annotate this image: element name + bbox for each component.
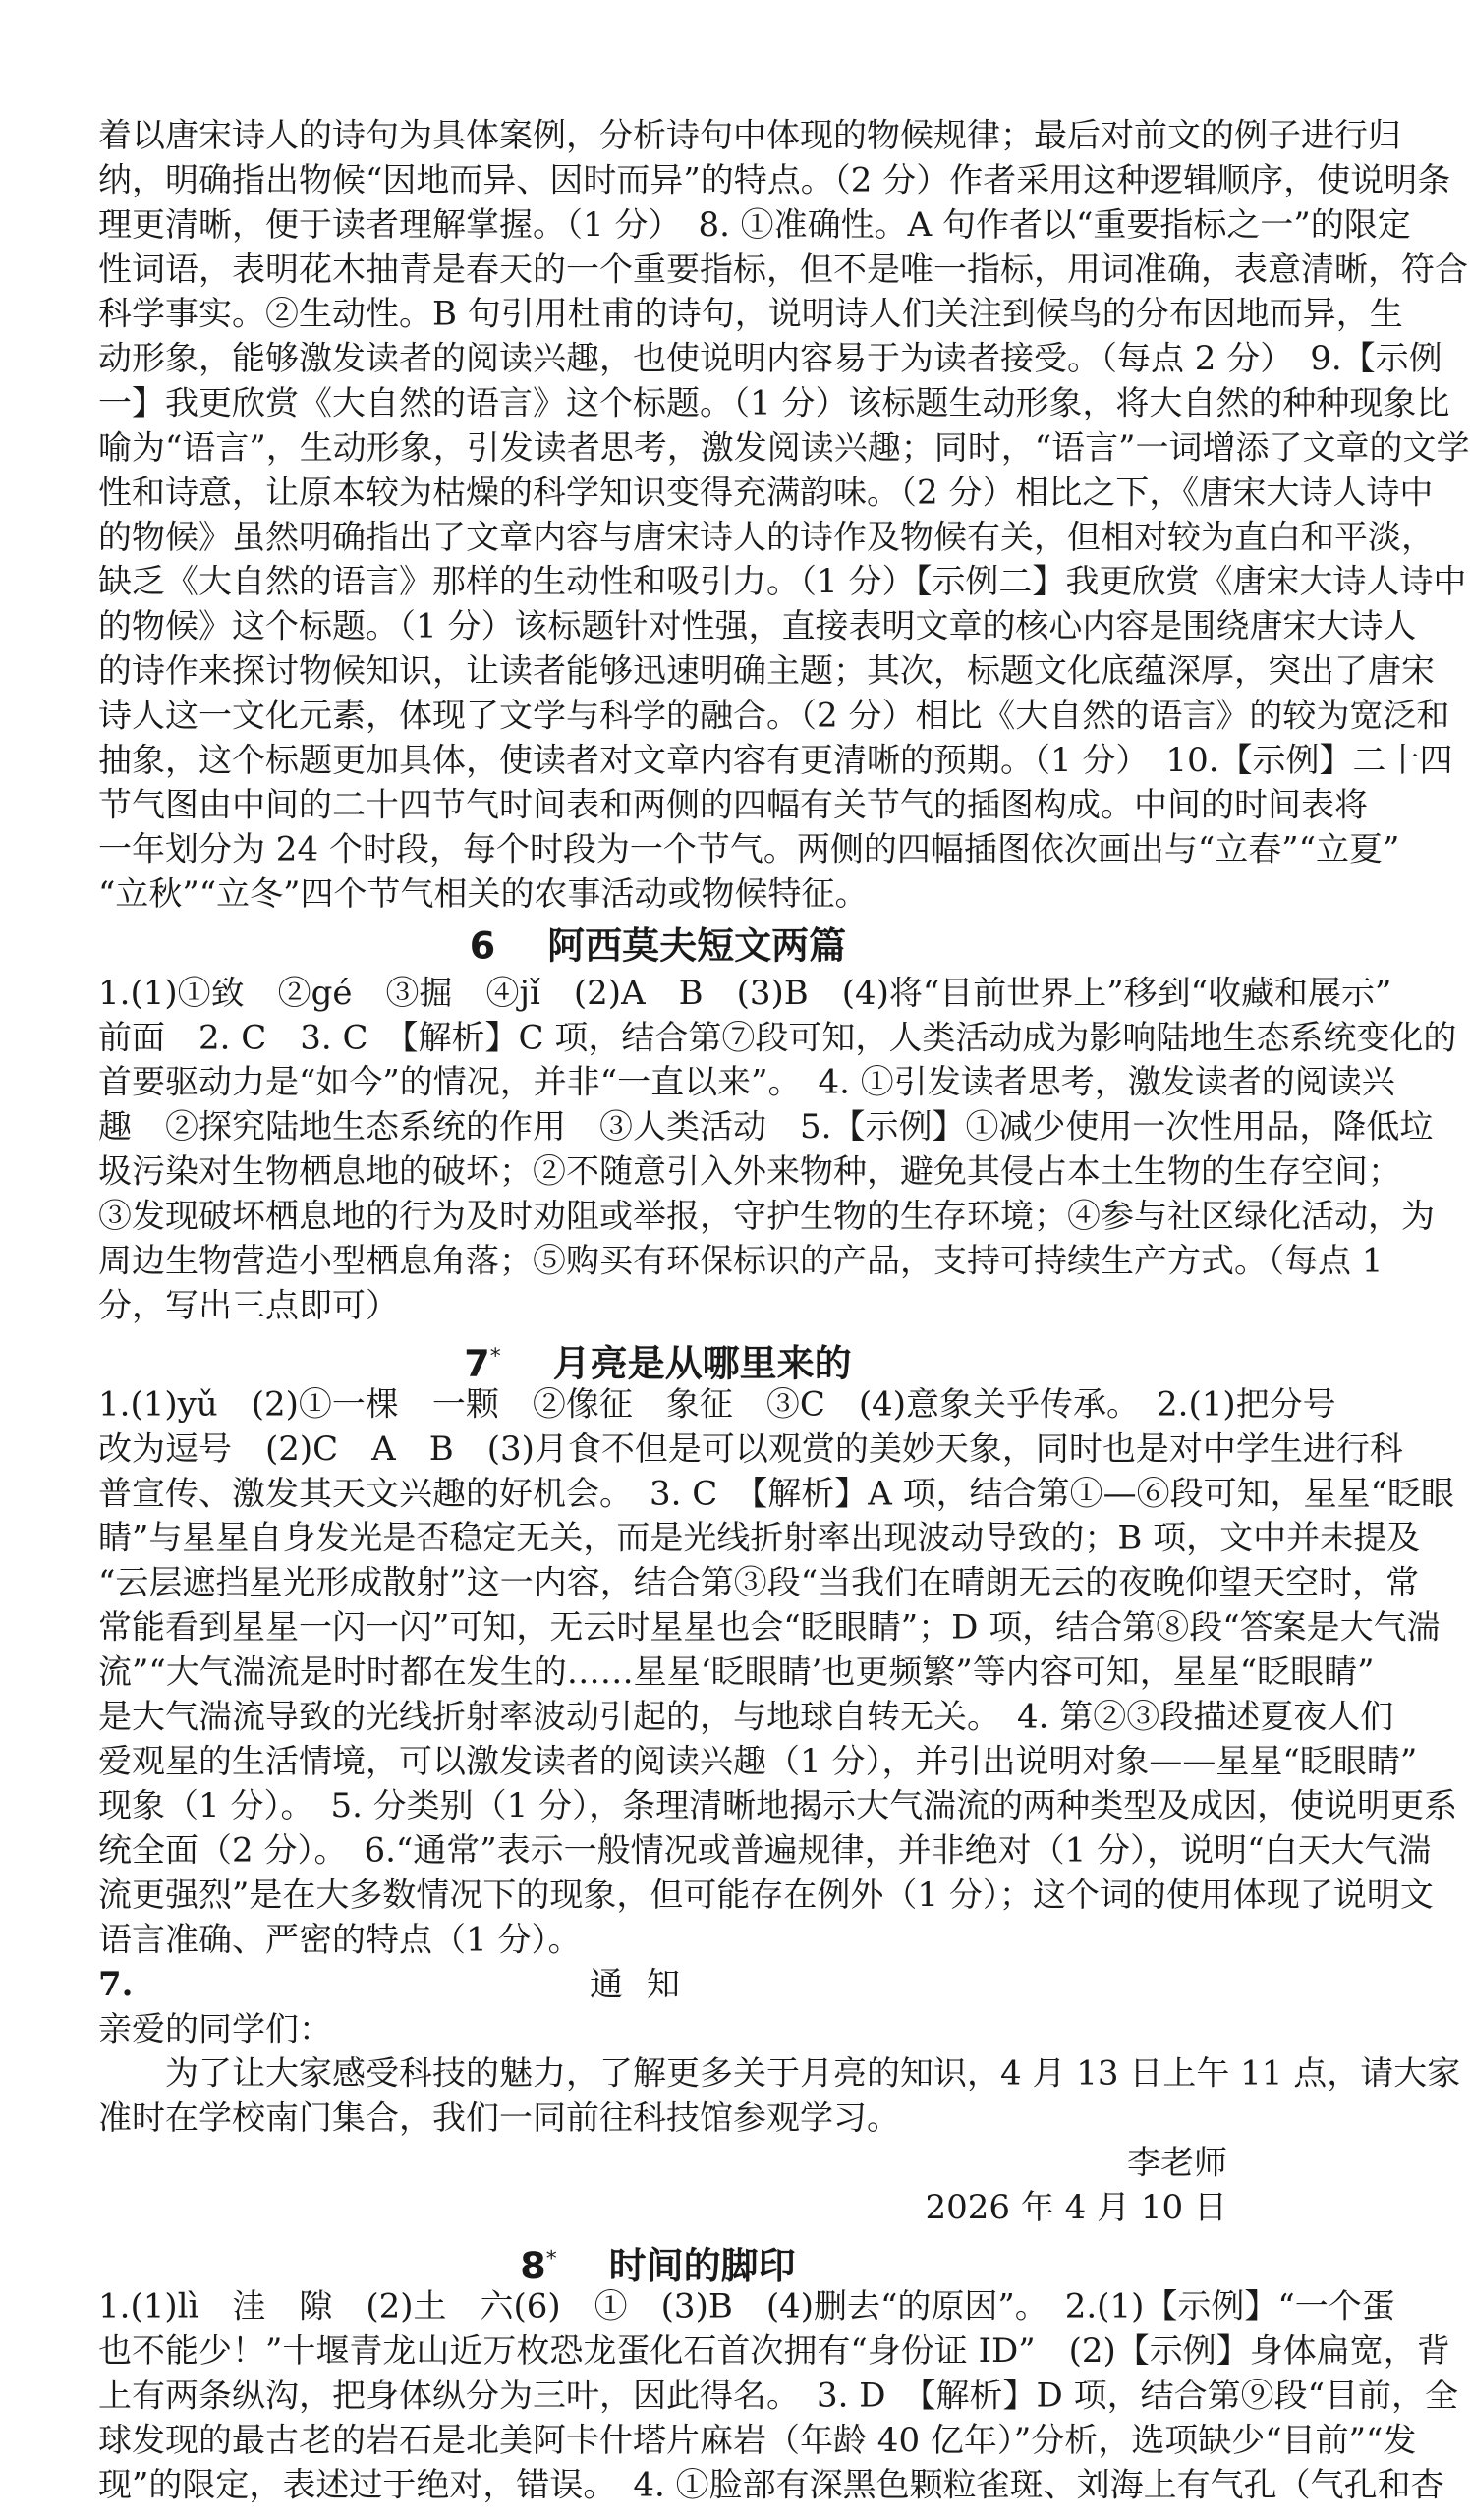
optional-mark: *: [489, 1344, 501, 1370]
text-line: 统全面（2 分）。 6.“通常”表示一般情况或普遍规律，并非绝对（1 分），说明“白天大气湍: [98, 1831, 1432, 1871]
section-number: 8: [520, 2244, 546, 2287]
text-line: “立秋”“立冬”四个节气相关的农事活动或物候特征。: [98, 874, 869, 915]
notice-body-line: 为了让大家感受科技的魅力，了解更多关于月亮的知识，4 月 13 日上午 11 点，请大家: [165, 2054, 1461, 2094]
notice-number: 7.: [98, 1965, 134, 2004]
text-line: 一年划分为 24 个时段，每个时段为一个节气。两侧的四幅插图依次画出与“立春”“立夏”: [98, 830, 1400, 869]
text-line: 爱观星的生活情境，可以激发读者的阅读兴趣（1 分），并引出说明对象——星星“眨眼睛”: [98, 1742, 1418, 1781]
section-8-heading: [0, 2237, 1316, 2288]
section-title: 月亮是从哪里来的: [552, 1342, 852, 1385]
text-line: 1.(1)①致 ②gé ③掘 ④jǐ (2)A B (3)B (4)将“目前世界上”移到“收藏和展示”: [98, 974, 1392, 1013]
text-line: “云层遮挡星光形成散射”这一内容，结合第③段“当我们在晴朗无云的夜晚仰望天空时，常: [98, 1563, 1420, 1603]
text-line: 周边生物营造小型栖息角落；⑤购买有环保标识的产品，支持可持续生产方式。（每点 1: [98, 1241, 1384, 1281]
text-line: 1.(1)lì 洼 隙 (2)土 六(6) ① (3)B (4)删去“的原因”。 2.(1)【示例】“一个蛋: [98, 2287, 1395, 2326]
section-title: 阿西莫夫短文两篇: [547, 924, 847, 968]
text-line: 理更清晰，便于读者理解掌握。（1 分） 8. ①准确性。A 句作者以“重要指标之一”的限定: [98, 205, 1411, 245]
text-line: 纳，明确指出物候“因地而异、因时而异”的特点。（2 分）作者采用这种逻辑顺序，使说明条: [98, 160, 1451, 200]
notice-body-line: 准时在学校南门集合，我们一同前往科技馆参观学习。: [98, 2099, 900, 2139]
text-line: 上有两条纵沟，把身体纵分为三叶，因此得名。 3. D 【解析】D 项，结合第⑨段“目前，全: [98, 2376, 1458, 2416]
text-line: 抽象，这个标题更加具体，使读者对文章内容有更清晰的预期。（1 分） 10.【示例】二十四: [98, 741, 1453, 780]
notice-title: 通知: [590, 1965, 704, 2004]
text-line: 的诗作来探讨物候知识，让读者能够迅速明确主题；其次，标题文化底蕴深厚，突出了唐宋: [98, 651, 1435, 691]
text-line: 性和诗意，让原本较为枯燥的科学知识变得充满韵味。（2 分）相比之下，《唐宋大诗人诗中: [98, 473, 1434, 513]
section-7-heading: [0, 1335, 1316, 1386]
section-6-heading: [0, 924, 1316, 968]
text-line: 分，写出三点即可）: [98, 1286, 399, 1325]
text-line: 的物候》这个标题。（1 分）该标题针对性强，直接表明文章的核心内容是围绕唐宋大诗人: [98, 607, 1417, 646]
text-line: 性词语，表明花木抽青是春天的一个重要指标，但不是唯一指标，用词准确，表意清晰，符合: [98, 250, 1468, 290]
text-line: 的物候》虽然明确指出了文章内容与唐宋诗人的诗作及物候有关，但相对较为直白和平淡，: [98, 518, 1435, 557]
text-line: 也不能少！”十堰青龙山近万枚恐龙蛋化石首次拥有“身份证 ID” (2)【示例】身体扁宽，背: [98, 2331, 1450, 2371]
text-line: 普宣传、激发其天文兴趣的好机会。 3. C 【解析】A 项，结合第①—⑥段可知，星星“眨眼: [98, 1474, 1455, 1514]
section-number: 6: [469, 924, 496, 968]
text-line: 现”的限定，表述过于绝对，错误。 4. ①脸部有深黑色颗粒雀斑、刘海上有气孔（气孔和杏: [98, 2465, 1444, 2505]
text-line: 喻为“语言”，生动形象，引发读者思考，激发阅读兴趣；同时，“语言”一词增添了文章的文学: [98, 428, 1470, 468]
text-line: 语言准确、严密的特点（1 分）。: [98, 1920, 582, 1960]
text-line: 缺乏《大自然的语言》那样的生动性和吸引力。（1 分）【示例二】我更欣赏《唐宋大诗人诗中: [98, 562, 1467, 602]
optional-mark: *: [545, 2246, 557, 2271]
text-line: 前面 2. C 3. C 【解析】C 项，结合第⑦段可知，人类活动成为影响陆地生态系统变化的: [98, 1018, 1457, 1058]
text-line: 流”“大气湍流是时时都在发生的……星星‘眨眼睛’也更频繁”等内容可知，星星“眨眼睛”: [98, 1652, 1375, 1692]
text-line: 改为逗号 (2)C A B (3)月食不但是可以观赏的美妙天象，同时也是对中学生进行科: [98, 1429, 1403, 1469]
text-line: 现象（1 分）。 5. 分类别（1 分），条理清晰地揭示大气湍流的两种类型及成因，使说明更系: [98, 1786, 1458, 1826]
text-line: 流更强烈”是在大多数情况下的现象，但可能存在例外（1 分）；这个词的使用体现了说明文: [98, 1876, 1434, 1915]
text-line: ③发现破坏栖息地的行为及时劝阻或举报，守护生物的生存环境；④参与社区绿化活动，为: [98, 1197, 1435, 1236]
text-line: 睛”与星星自身发光是否稳定无关，而是光线折射率出现波动导致的；B 项，文中并未提及: [98, 1519, 1421, 1558]
text-line: 动形象，能够激发读者的阅读兴趣，也使说明内容易于为读者接受。（每点 2 分） 9.【示例: [98, 339, 1442, 379]
text-line: 诗人这一文化元素，体现了文学与科学的融合。（2 分）相比《大自然的语言》的较为宽泛和: [98, 696, 1450, 736]
text-line: 圾污染对生物栖息地的破坏；②不随意引入外来物种，避免其侵占本土生物的生存空间；: [98, 1151, 1401, 1192]
text-line: 是大气湍流导致的光线折射率波动引起的，与地球自转无关。 4. 第②③段描述夏夜人们: [98, 1697, 1394, 1737]
text-line: 科学事实。②生动性。B 句引用杜甫的诗句，说明诗人们关注到候鸟的分布因地而异，生: [98, 295, 1403, 334]
text-line: 着以唐宋诗人的诗句为具体案例，分析诗句中体现的物候规律；最后对前文的例子进行归: [98, 116, 1401, 155]
text-line: 首要驱动力是“如今”的情况，并非“一直以来”。 4. ①引发读者思考，激发读者的阅读兴: [98, 1063, 1395, 1102]
text-line: 球发现的最古老的岩石是北美阿卡什塔片麻岩（年龄 40 亿年）”分析，选项缺少“目前”“发: [98, 2421, 1417, 2460]
section-title: 时间的脚印: [608, 2244, 796, 2287]
text-line: 节气图由中间的二十四节气时间表和两侧的四幅有关节气的插图构成。中间的时间表将: [98, 785, 1368, 825]
notice-greeting: 亲爱的同学们：: [98, 2009, 332, 2049]
text-line: 趣 ②探究陆地生态系统的作用 ③人类活动 5.【示例】①减少使用一次性用品，降低垃: [98, 1107, 1434, 1147]
text-line: 一】我更欣赏《大自然的语言》这个标题。（1 分）该标题生动形象，将大自然的种种现象比: [98, 383, 1450, 423]
notice-signature: 李老师: [1127, 2143, 1227, 2183]
notice-date: 2026 年 4 月 10 日: [925, 2188, 1227, 2227]
text-line: 常能看到星星一闪一闪”可知，无云时星星也会“眨眼睛”；D 项，结合第⑧段“答案是大气湍: [98, 1607, 1441, 1648]
text-line: 1.(1)yǔ (2)①一棵 一颗 ②像征 象征 ③C (4)意象关乎传承。 2.(1)把分号: [98, 1384, 1336, 1425]
section-number: 7: [464, 1342, 490, 1385]
